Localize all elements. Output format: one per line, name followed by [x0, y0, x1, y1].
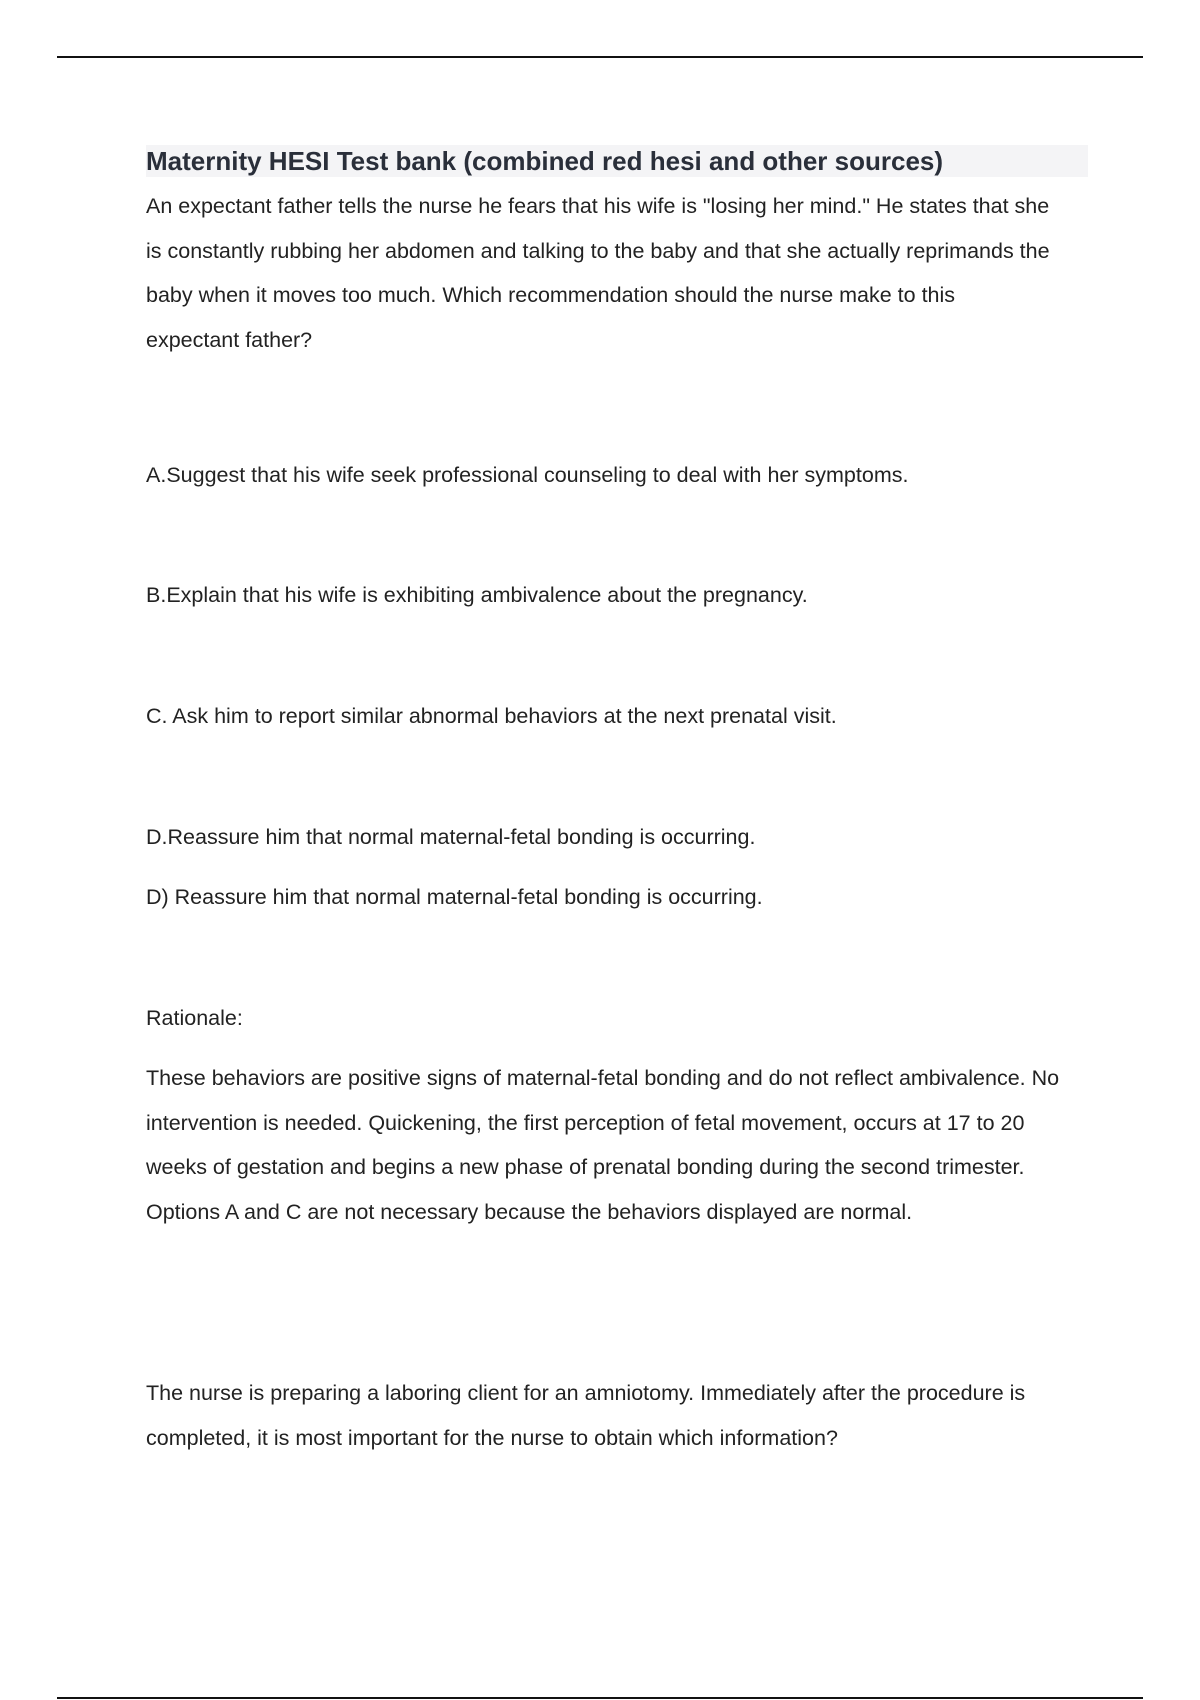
rationale-line: intervention is needed. Quickening, the first perception of fetal movement, occurs at 17 to 20 — [146, 1110, 1025, 1135]
rationale-line: weeks of gestation and begins a new phase of prenatal bonding during the second trimester. — [146, 1155, 1025, 1179]
question-2-line: completed, it is most important for the nurse to obtain which information? — [146, 1425, 838, 1450]
answer-line: D) Reassure him that normal maternal-fetal bonding is occurring. — [146, 885, 763, 909]
rationale-line: Options A and C are not necessary because the behaviors displayed are normal. — [146, 1199, 913, 1224]
rationale-label: Rationale: — [146, 1006, 243, 1030]
question-1-line: expectant father? — [146, 327, 313, 352]
header-rule — [57, 56, 1143, 58]
document-title: Maternity HESI Test bank (combined red hesi and other sources) — [146, 145, 1088, 177]
question-1-line: An expectant father tells the nurse he fears that his wife is "losing her mind." He states that she — [146, 194, 1050, 218]
option-d: D.Reassure him that normal maternal-fetal bonding is occurring. — [146, 825, 756, 849]
option-a: A.Suggest that his wife seek professional counseling to deal with her symptoms. — [146, 463, 909, 487]
option-c: C. Ask him to report similar abnormal behaviors at the next prenatal visit. — [146, 704, 837, 728]
question-1-line: baby when it moves too much. Which recommendation should the nurse make to this — [146, 283, 956, 307]
question-1-stem — [146, 184, 1096, 362]
rationale-text — [146, 1056, 1096, 1234]
rationale-line: These behaviors are positive signs of maternal-fetal bonding and do not reflect ambivalence. No — [146, 1066, 1060, 1090]
option-b: B.Explain that his wife is exhibiting ambivalence about the pregnancy. — [146, 583, 808, 607]
question-2-line: The nurse is preparing a laboring client for an amniotomy. Immediately after the procedure is — [146, 1381, 1026, 1405]
question-1-line: is constantly rubbing her abdomen and talking to the baby and that she actually reprimands the — [146, 238, 1050, 263]
question-2-stem — [146, 1371, 1096, 1460]
footer-rule — [57, 1697, 1143, 1699]
